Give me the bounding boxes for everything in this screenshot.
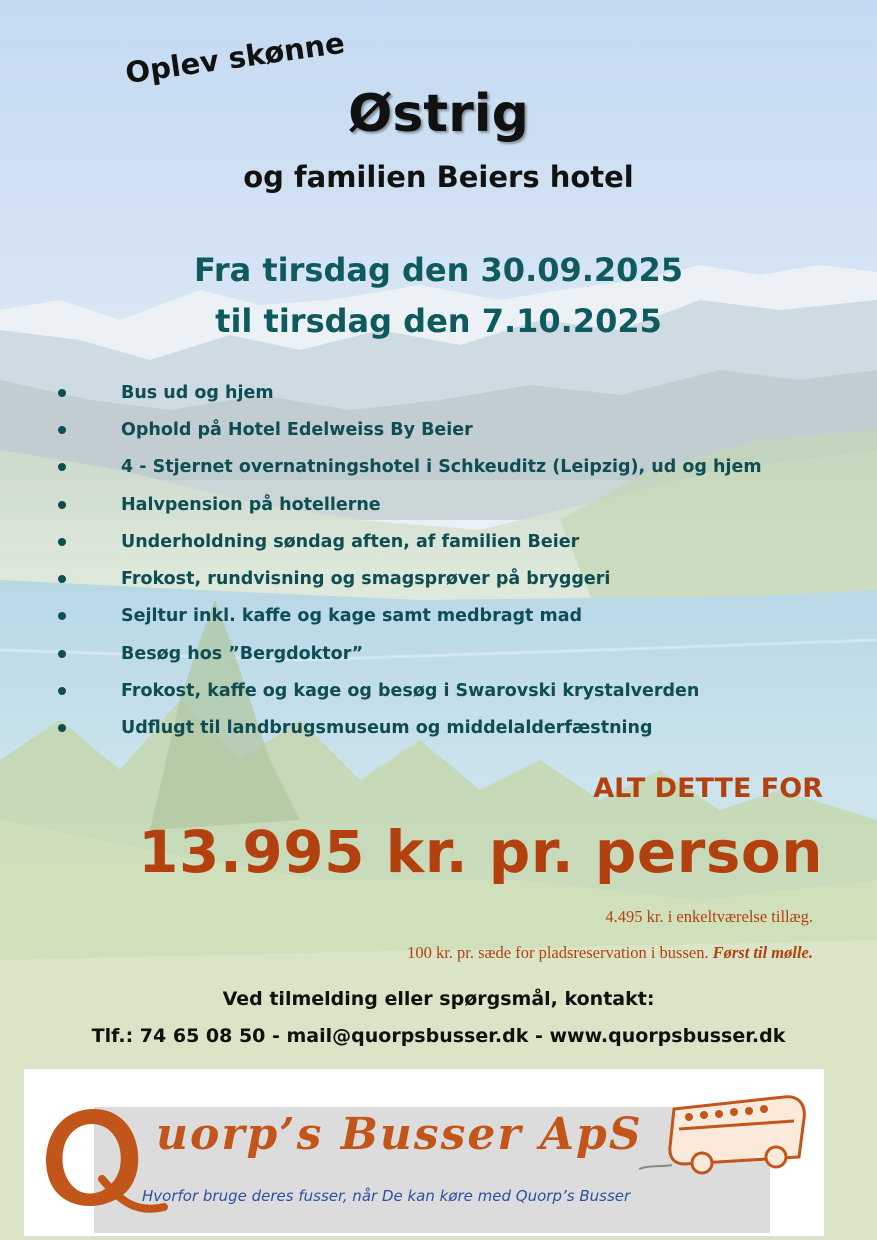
list-item [58, 710, 818, 747]
bullet-icon [58, 538, 66, 546]
feature-text: Frokost, kaffe og kage og besøg i Swarovski krystalverden [121, 681, 700, 702]
feature-text: Frokost, rundvisning og smagsprøver på bryggeri [121, 569, 611, 590]
list-item [58, 672, 818, 709]
bullet-icon [58, 575, 66, 583]
list-item [58, 635, 818, 672]
logo-company-name: uorp’s Busser ApS [156, 1109, 643, 1160]
list-item [58, 486, 818, 523]
company-logo [24, 1069, 824, 1236]
list-item [58, 411, 818, 448]
feature-text: Sejltur inkl. kaffe og kage samt medbragt mad [121, 606, 583, 627]
bus-icon [670, 1097, 804, 1173]
single-room-note: 4.495 kr. i enkeltværelse tillæg. [605, 907, 813, 926]
feature-text: Bus ud og hjem [121, 382, 274, 403]
bullet-icon [58, 501, 66, 509]
seat-note-text: 100 kr. pr. sæde for pladsreservation i bussen. [407, 943, 709, 962]
list-item [58, 598, 818, 635]
list-item [58, 449, 818, 486]
bullet-icon [58, 650, 66, 658]
bullet-icon [58, 612, 66, 620]
list-item [58, 523, 818, 560]
page-title: Østrig [348, 84, 529, 144]
contact-details[interactable]: Tlf.: 74 65 08 50 - mail@quorpsbusser.dk - www.quorpsbusser.dk [91, 1025, 786, 1047]
feature-text: Besøg hos ”Bergdoktor” [121, 643, 364, 664]
contact-heading: Ved tilmelding eller spørgsmål, kontakt: [222, 988, 655, 1010]
feature-text: Underholdning søndag aften, af familien Beier [121, 531, 580, 552]
list-item [58, 374, 818, 411]
date-from: Fra tirsdag den 30.09.2025 [194, 251, 683, 289]
bullet-icon [58, 724, 66, 732]
price-amount: 13.995 kr. pr. person [138, 818, 823, 886]
feature-text: Halvpension på hotellerne [121, 494, 381, 515]
bullet-icon [58, 426, 66, 434]
list-item [58, 560, 818, 597]
feature-list [58, 374, 818, 747]
seat-reservation-note [407, 943, 813, 963]
feature-text: 4 - Stjernet overnatningshotel i Schkeuditz (Leipzig), ud og hjem [121, 457, 762, 478]
bullet-icon [58, 687, 66, 695]
date-to: til tirsdag den 7.10.2025 [215, 302, 662, 340]
tagline: Oplev skønne [123, 25, 347, 91]
bullet-icon [58, 389, 66, 397]
logo-q-letter [46, 1109, 138, 1206]
price-intro: ALT DETTE FOR [593, 773, 823, 804]
page-subtitle: og familien Beiers hotel [243, 160, 634, 194]
bullet-icon [58, 463, 66, 471]
logo-tagline: Hvorfor bruge deres fusser, når De kan køre med Quorp’s Busser [142, 1187, 631, 1205]
seat-note-emphasis: Først til mølle. [712, 943, 813, 962]
feature-text: Udflugt til landbrugsmuseum og middelalderfæstning [121, 718, 653, 739]
feature-text: Ophold på Hotel Edelweiss By Beier [121, 419, 473, 440]
